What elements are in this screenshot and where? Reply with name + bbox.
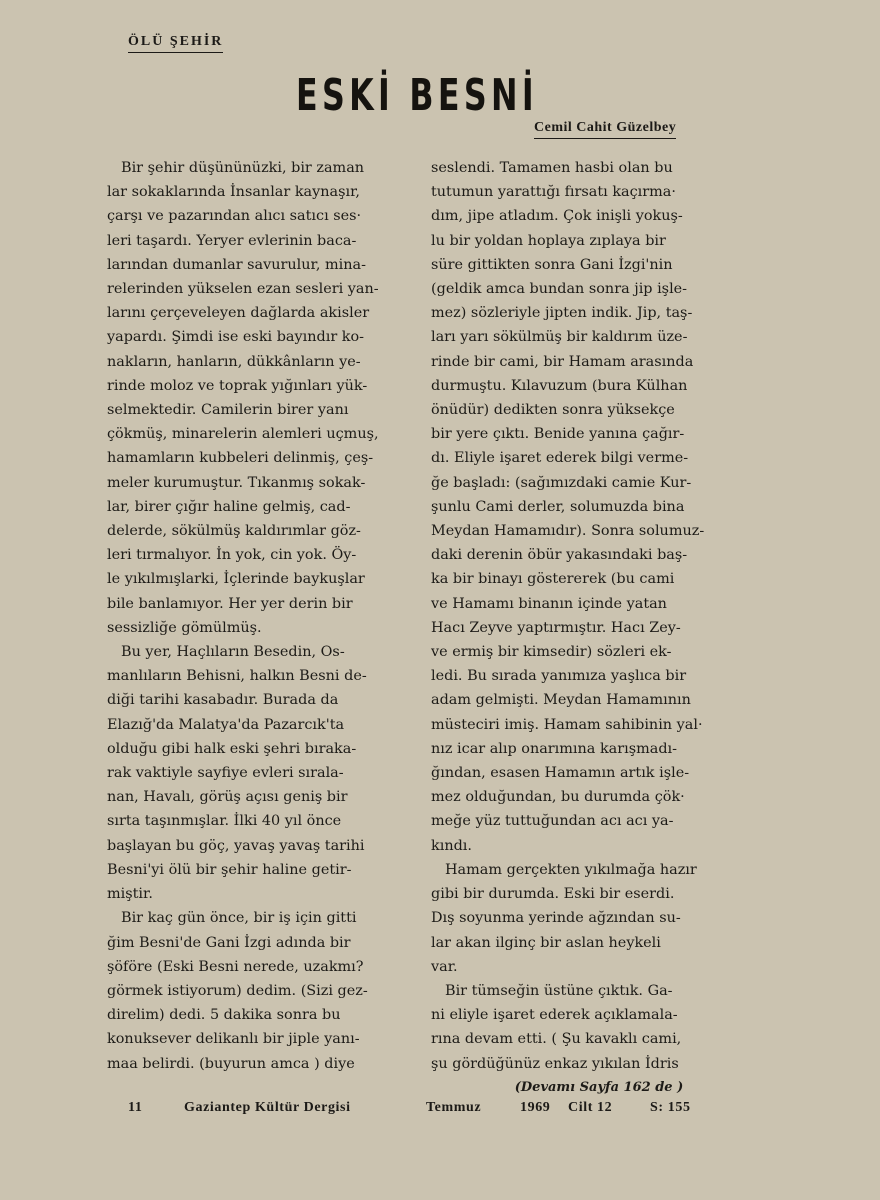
article-line: ni eliyle işaret ederek açıklamala- [431,1007,678,1024]
article-line: tutumun yarattığı fırsatı kaçırma· [431,184,676,201]
article-line: lu bir yoldan hoplaya zıplaya bir [431,232,666,249]
page-footer [0,1100,880,1120]
article-line: nız icar alıp onarımına karışmadı- [431,740,678,757]
section-label: ÖLÜ ŞEHİR [128,34,223,53]
article-line: miştir. [107,886,153,903]
article-line: (geldik amca bundan sonra jip işle- [431,281,688,298]
article-line: adam gelmişti. Meydan Hamamının [431,692,691,709]
article-line: ve Hamamı binanın içinde yatan [431,595,667,612]
article-line: süre gittikten sonra Gani İzgi'nin [431,256,673,273]
article-line: ve ermiş bir kimsedir) sözleri ek- [431,644,672,661]
article-line: nakların, hanların, dükkânların ye- [107,353,361,370]
article-line: sırta taşınmışlar. İlki 40 yıl önce [107,813,342,830]
article-line: Hamam gerçekten yıkılmağa hazır [445,861,697,878]
article-line: dı. Eliyle işaret ederek bilgi verme- [431,450,689,467]
article-line: Bir tümseğin üstüne çıktık. Ga- [445,982,673,999]
article-line: ları yarı sökülmüş bir kaldırım üze- [431,329,688,346]
article-line: maa belirdi. (buyurun amca ) diye [107,1055,355,1072]
article-line: şu gördüğünüz enkaz yıkılan İdris [431,1055,679,1072]
article-line: rinde moloz ve toprak yığınları yük- [107,377,368,394]
article-line: başlayan bu göç, yavaş yavaş tarihi [107,837,365,854]
article-line: kındı. [431,837,472,854]
article-line: relerinden yükselen ezan sesleri yan- [107,281,379,298]
article-line: rinde bir cami, bir Hamam arasında [431,353,694,370]
article-line: olduğu gibi halk eski şehri bıraka- [107,740,357,757]
article-line: çarşı ve pazarından alıcı satıcı ses· [107,208,362,225]
article-line: Elazığ'da Malatya'da Pazarcık'ta [107,716,345,733]
article-line: le yıkılmışlarki, İçlerinde baykuşlar [107,571,365,588]
article-line: var. [431,958,458,975]
article-line: ğim Besni'de Gani İzgi adında bir [107,934,351,951]
article-line: rak vaktiyle sayfiye evleri sırala- [107,765,344,782]
article-line: Meydan Hamamıdır). Sonra solumuz- [431,523,705,540]
article-line: konuksever delikanlı bir jiple yanı- [107,1031,360,1048]
article-line: yapardı. Şimdi ise eski bayındır ko- [107,329,365,346]
article-line: Bir kaç gün önce, bir iş için gitti [121,910,357,927]
article-author: Cemil Cahit Güzelbey [534,120,676,139]
article-line: rına devam etti. ( Şu kavaklı cami, [431,1031,682,1048]
article-line: şunlu Cami derler, solumuzda bina [431,498,685,515]
article-line: manlıların Behisni, halkın Besni de- [107,668,367,685]
article-line: önüdür) dedikten sonra yüksekçe [431,402,675,419]
article-line: Bir şehir düşününüzki, bir zaman [121,160,365,176]
left-column [107,156,415,1076]
article-line: Bu yer, Haçlıların Besedin, Os- [121,644,345,661]
article-line: dım, jipe atladım. Çok inişli yokuş- [431,208,683,225]
article-line: durmuştu. Kılavuzum (bura Külhan [431,377,688,394]
article-line: mez olduğundan, bu durumda çök· [431,789,685,806]
footer-issue: S: 155 [650,1100,691,1115]
article-line: direlim) dedi. 5 dakika sonra bu [107,1007,341,1024]
footer-volume: Cilt 12 [568,1100,613,1115]
article-line: ğe başladı: (sağımızdaki camie Kur- [431,474,692,491]
article-line: ledi. Bu sırada yanımıza yaşlıca bir [431,668,687,685]
article-line: bir yere çıktı. Benide yanına çağır- [431,426,685,443]
footer-year: 1969 [520,1100,551,1115]
article-line: görmek istiyorum) dedim. (Sizi gez- [107,982,368,999]
article-line: çökmüş, minarelerin alemleri uçmuş, [107,426,379,443]
article-line: seslendi. Tamamen hasbi olan bu [431,160,673,176]
article-line: diği tarihi kasabadır. Burada da [107,692,339,709]
article-line: daki derenin öbür yakasındaki baş- [431,547,688,564]
footer-magazine-name: Gaziantep Kültür Dergisi [184,1100,351,1115]
footer-month: Temmuz [426,1100,482,1115]
article-line: lar, birer çığır haline gelmiş, cad- [107,498,351,515]
article-line: sessizliğe gömülmüş. [107,619,262,636]
article-line: hamamların kubbeleri delinmiş, çeş- [107,450,374,467]
article-line: meler kurumuştur. Tıkanmış sokak- [107,474,366,491]
article-line: mez) sözleriyle jipten indik. Jip, taş- [431,305,693,322]
article-line: meğe yüz tuttuğundan acı acı ya- [431,813,674,830]
article-line: lar akan ilginç bir aslan heykeli [431,934,661,951]
article-line: delerde, sökülmüş kaldırımlar göz- [107,523,361,540]
article-line: ka bir binayı göstererek (bu cami [431,571,675,588]
right-column [431,156,767,1100]
article-line: nan, Havalı, görüş açısı geniş bir [107,789,348,806]
article-line: Dış soyunma yerinde ağzından su- [431,910,681,927]
article-line: leri taşardı. Yeryer evlerinin baca- [107,232,357,249]
article-line: gibi bir durumda. Eski bir eserdi. [431,886,675,903]
article-line: larını çerçeveleyen dağlarda akisler [107,305,370,322]
footer-page-number: 11 [128,1100,143,1115]
continued-note: (Devamı Sayfa 162 de ) [514,1079,684,1095]
article-line: larından dumanlar savurulur, mina- [107,256,366,273]
article-line: şöföre (Eski Besni nerede, uzakmı? [107,958,364,975]
article-line: ğından, esasen Hamamın artık işle- [431,765,690,782]
article-line: Hacı Zeyve yaptırmıştır. Hacı Zey- [431,619,681,636]
article-line: müsteciri imiş. Hamam sahibinin yal· [431,716,703,733]
article-line: lar sokaklarında İnsanlar kaynaşır, [107,184,360,201]
article-line: leri tırmalıyor. İn yok, cin yok. Öy- [107,547,357,564]
article-title: ESKİ BESNİ [296,70,538,121]
article-line: bile banlamıyor. Her yer derin bir [107,595,353,612]
article-line: selmektedir. Camilerin birer yanı [107,402,349,419]
article-line: Besni'yi ölü bir şehir haline getir- [107,861,352,878]
